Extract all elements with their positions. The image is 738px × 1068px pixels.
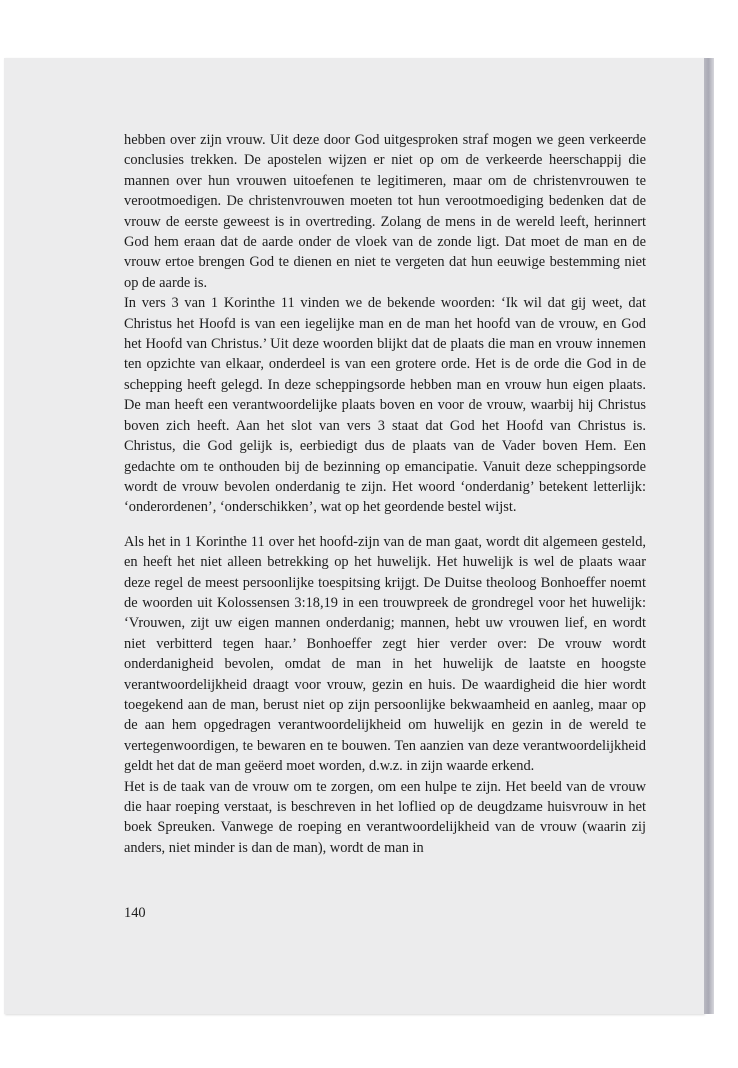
paragraph-4: Het is de taak van de vrouw om te zorgen, om een hulpe te zijn. Het beeld van de vrouw die haar roeping verstaat, is beschreven in het loflied op de deugdzame huisvrouw in het boek Spreuken. Vanwege de roeping en verantwoordelijkheid van de vrouw (waarin zij anders, niet minder is dan de man), wordt de man in (124, 778, 646, 856)
body-text (124, 130, 646, 858)
paragraph-1: hebben over zijn vrouw. Uit deze door God uitgesproken straf mogen we geen verkeerde conclusies trekken. De apostelen wijzen er niet op om de verkeerde heerschappij die mannen over hun vrouwen uitoefenen te legitimeren, maar om de christenvrouwen te verootmoedigen. De christenvrouwen moeten tot hun verootmoediging bedenken dat de vrouw de eerste geweest is in overtreding. Zolang de mens in de wereld leeft, herinnert God hem eraan dat de aarde onder de vloek van de zonde ligt. Dat moet de man en de vrouw ertoe brengen God te dienen en niet te vergeten dat hun eeuwige bestemming niet op de aarde is. (124, 132, 646, 291)
page-number: 140 (124, 905, 146, 921)
paragraph-3: Als het in 1 Korinthe 11 over het hoofd-zijn van de man gaat, wordt dit algemeen gesteld, en heeft het niet alleen betrekking op het huwelijk. Het huwelijk is wel de plaats waar deze regel de meest persoonlijke toespitsing krijgt. De Duitse theoloog Bonhoeffer noemt de woorden uit Kolossensen 3:18,19 in een trouwpreek de grondregel voor het huwelijk: ‘Vrouwen, zijt uw eigen mannen onderdanig; mannen, hebt uw vrouwen lief, en wordt niet verbitterd tegen haar.’ Bonhoeffer zegt hier verder over: De vrouw wordt onderdanigheid bevolen, omdat de man in het huwelijk de laatste en hoogste verantwoordelijkheid draagt voor vrouw, gezin en huis. De waardigheid die hier wordt toegekend aan de man, berust niet op zijn persoonlijke bekwaamheid en aanleg, maar op de aan hem opgedragen verantwoordelijkheid om huwelijk en gezin in de wereld te vertegenwoordigen, te bewaren en te bouwen. Ten aanzien van deze verantwoordelijkheid geldt het dat de man geëerd moet worden, d.w.z. in zijn waarde erkend. (124, 533, 646, 775)
book-edge (704, 58, 714, 1014)
paragraph-2: In vers 3 van 1 Korinthe 11 vinden we de bekende woorden: ‘Ik wil dat gij weet, dat Christus het Hoofd is van een iegelijke man en de man het hoofd van de vrouw, en God het Hoofd van Christus.’ Uit deze woorden blijkt dat de plaats die man en vrouw innemen ten opzichte van elkaar, onderdeel is van een grotere orde. Het is de orde die God in de schepping heeft gelegd. In deze scheppingsorde hebben man en vrouw hun eigen plaats. De man heeft een verantwoordelijke plaats boven en voor de vrouw, waarbij hij Christus boven zich heeft. Aan het slot van vers 3 staat dat God het Hoofd van Christus is. Christus, die God gelijk is, eerbiedigt dus de plaats van de Vader boven Hem. Een gedachte om te onthouden bij de bezinning op emancipatie. Vanuit deze scheppingsorde wordt de vrouw bevolen onderdanig te zijn. Het woord ‘onderdanig’ betekent letterlijk: ‘onderordenen’, ‘onderschikken’, wat op het geordende bestel wijst. (124, 295, 646, 516)
